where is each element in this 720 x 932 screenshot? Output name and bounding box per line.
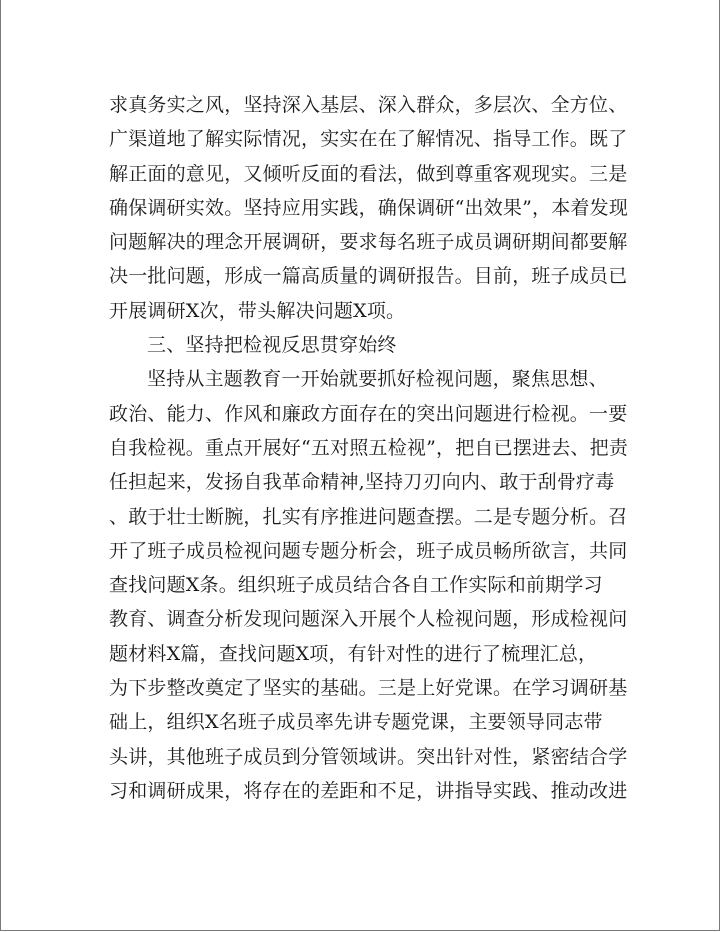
text-line: 为下步整改奠定了坚实的基础。三是上好党课。在学习调研基 <box>109 677 628 700</box>
text-line: 求真务实之风，坚持深入基层、深入群众，多层次、全方位、 <box>109 94 628 116</box>
text-line: 问题解决的理念开展调研，要求每名班子成员调研期间都要解 <box>109 231 628 254</box>
text-line: 础上，组织X名班子成员率先讲专题党课，主要领导同志带 <box>109 711 603 734</box>
text-line: 确保调研实效。坚持应用实践，确保调研“出效果”，本着发现 <box>109 196 629 219</box>
text-line: 头讲，其他班子成员到分管领域讲。突出针对性，紧密结合学 <box>109 745 628 768</box>
text-line: 开了班子成员检视问题专题分析会，班子成员畅所欲言，共同 <box>109 539 628 562</box>
text-line: 习和调研成果，将存在的差距和不足，讲指导实践、推动改进 <box>109 779 628 802</box>
document-body <box>109 88 629 808</box>
text-line: 题材料X篇，查找问题X项，有针对性的进行了梳理汇总， <box>109 642 598 665</box>
text-line: 自我检视。重点开展好“五对照五检视”，把自已摆进去、把责 <box>109 436 629 459</box>
text-line: 任担起来，发扬自我革命精神,坚持刀刃向内、敢于刮骨疗毒 <box>109 471 615 494</box>
paragraph-first-line: 坚持从主题教育一开始就要抓好检视问题，聚焦思想、 <box>147 368 608 391</box>
text-line: 决一批问题，形成一篇高质量的调研报告。目前，班子成员已 <box>109 265 628 288</box>
text-line: 广渠道地了解实际情况，实实在在了解情况、指导工作。既了 <box>109 128 628 151</box>
text-line: 、敢于壮士断腕，扎实有序推进问题查摆。二是专题分析。召 <box>109 505 628 528</box>
text-line: 开展调研X次，带头解决问题X项。 <box>109 299 406 322</box>
text-line: 政治、能力、作风和廉政方面存在的突出问题进行检视。一要 <box>109 402 628 425</box>
text-line: 教育、调查分析发现问题深入开展个人检视问题，形成检视问 <box>109 608 628 631</box>
text-line: 查找问题X条。组织班子成员结合各自工作实际和前期学习 <box>109 574 603 597</box>
text-line: 解正面的意见，又倾听反面的看法，做到尊重客观现实。三是 <box>109 162 628 185</box>
section-heading: 三、坚持把检视反思贯穿始终 <box>147 334 397 357</box>
